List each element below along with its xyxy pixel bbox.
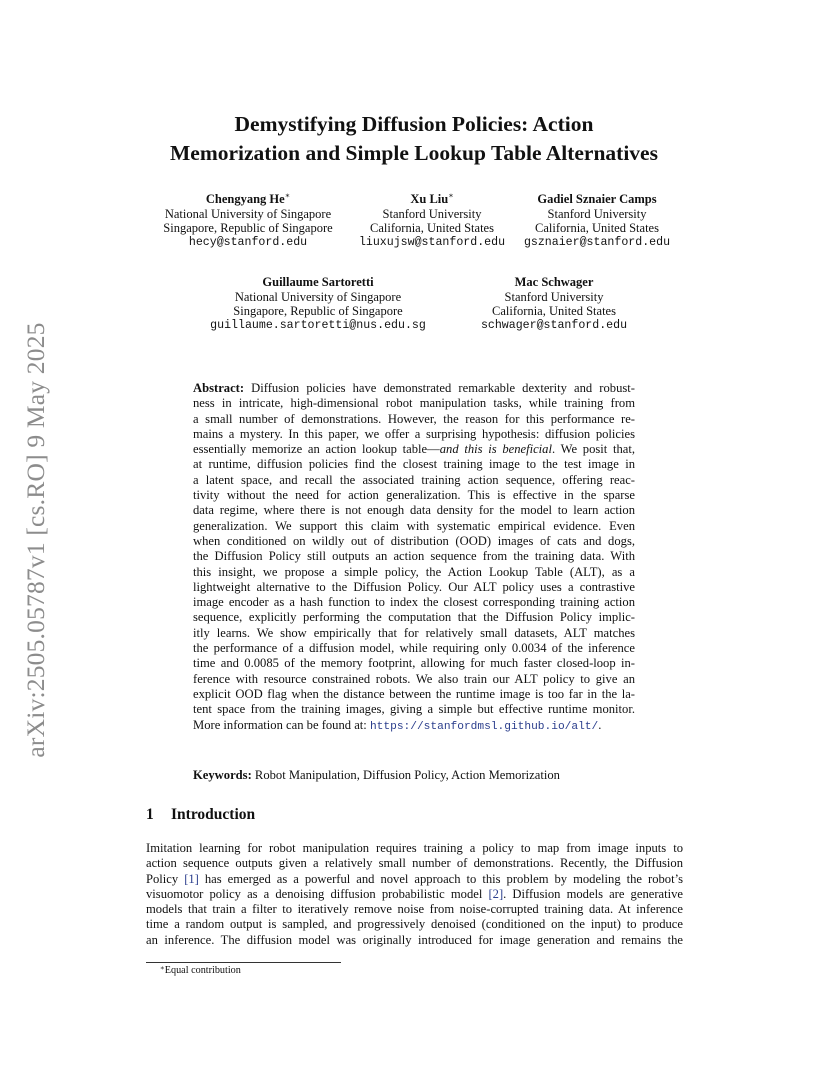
abstract-line: itly learns. We show empirically that for relatively small datasets, ALT matches (193, 625, 635, 640)
author-location: California, United States (370, 221, 494, 236)
author-block (493, 192, 701, 250)
footnote-divider (146, 962, 341, 963)
author-name: Guillaume Sartoretti (262, 275, 374, 289)
body-line: an inference. The diffusion model was originally introduced for image generation and remains the (146, 932, 683, 947)
abstract-line: essentially memorize an action lookup table—and this is beneficial. We posit that, (193, 442, 636, 457)
body-line: time a random output is sampled, and progressively denoised (conditioned on the input) to produce (146, 917, 683, 932)
author-email[interactable]: hecy@stanford.edu (188, 235, 308, 249)
equal-contribution-mark: ∗ (448, 191, 454, 200)
abstract-line: a latent space, and recall the associated training action sequence, offering reac- (193, 472, 635, 487)
citation-link[interactable]: [1] (184, 871, 199, 886)
abstract-line: tivity without the need for action generalization. This is effective in the sparse (193, 488, 635, 503)
abstract-line: lightweight alternative to the Diffusion Policy. Our ALT policy uses a contrastive (193, 579, 635, 594)
abstract-label: Abstract: (193, 381, 245, 395)
author-block (148, 192, 348, 250)
abstract-line: generalization. We support this claim with systematic empirical evidence. Even (193, 518, 635, 533)
body-line: visuomotor policy as a denoising diffusion probabilistic model [2]. Diffusion models are generative (146, 886, 684, 901)
abstract-line: explicit OOD flag when the distance between the runtime image is too far in the la- (193, 686, 635, 701)
title-line-2: Memorization and Simple Lookup Table Alternatives (170, 141, 658, 165)
footnote-mark: ∗ (160, 964, 165, 972)
author-affiliation: National University of Singapore (234, 289, 402, 304)
author-block (198, 275, 438, 333)
author-affiliation: Stanford University (547, 206, 647, 221)
body-line: action sequence outputs given a relatively small number of demonstrations. Recently, the Diffusion (146, 856, 683, 871)
abstract-line: time and 0.0085 of the memory footprint, allowing for much faster closed-loop in- (193, 656, 635, 671)
abstract-line: image encoder as a hash function to index the closest corresponding training action (193, 595, 635, 610)
abstract-line: ference with resource constrained robots. We also train our ALT policy to give an (193, 671, 635, 686)
author-name: Mac Schwager (514, 275, 594, 289)
footnote (160, 965, 241, 977)
citation-link[interactable]: [2] (488, 886, 504, 901)
footnote-text: Equal contribution (164, 965, 241, 976)
emphasis-text: and this is beneficial (439, 442, 552, 457)
project-url-link[interactable]: https://stanfordmsl.github.io/alt/ (369, 720, 599, 733)
section-heading (146, 806, 255, 824)
author-block (458, 275, 650, 333)
author-email[interactable]: liuxujsw@stanford.edu (358, 235, 506, 249)
body-line: Policy [1] has emerged as a powerful and novel approach to this problem by modeling the robot’s (146, 871, 683, 886)
abstract-line: the Diffusion Policy still outputs an action sequence from the training data. With (193, 549, 635, 564)
author-affiliation: National University of Singapore (164, 206, 332, 221)
abstract-line: at runtime, diffusion policies find the closest training image to the test image in (193, 457, 635, 472)
title-line-1: Demystifying Diffusion Policies: Action (234, 112, 594, 136)
arxiv-identifier-stamp: arXiv:2505.05787v1 [cs.RO] 9 May 2025 (21, 322, 50, 758)
abstract-line: data regime, where there is not enough data density for the model to learn action (193, 503, 635, 518)
abstract-line: More information can be found at: https://stanfordmsl.github.io/alt/. (193, 717, 602, 733)
author-email[interactable]: gsznaier@stanford.edu (523, 235, 671, 249)
author-location: California, United States (492, 304, 616, 319)
equal-contribution-mark: ∗ (284, 191, 291, 200)
abstract (193, 381, 635, 733)
author-block (352, 192, 512, 250)
abstract-line: sequence, explicitly performing the computation that the Diffusion Policy implic- (193, 610, 635, 625)
abstract-line: ness in intricate, high-dimensional robot manipulation tasks, while training from (193, 396, 635, 411)
abstract-line: a small number of demonstrations. However, the reason for this performance re- (193, 411, 635, 426)
body-line: models that train a filter to iteratively remove noise from noise-corrupted training data. At inference (146, 902, 683, 917)
body-line: Imitation learning for robot manipulation requires training a policy to map from image inputs to (146, 841, 683, 855)
author-location: California, United States (535, 221, 659, 236)
keywords-label: Keywords: (193, 768, 252, 782)
section-title: Introduction (171, 806, 256, 823)
abstract-line: this insight, we propose a simple policy, the Action Lookup Table (ALT), as a (193, 564, 635, 579)
author-email[interactable]: guillaume.sartoretti@nus.edu.sg (210, 318, 426, 332)
author-location: Singapore, Republic of Singapore (233, 304, 403, 319)
keywords (193, 768, 635, 783)
abstract-line: mains a mystery. In this paper, we offer a surprising hypothesis: diffusion policies (193, 426, 635, 441)
abstract-line: the performance of a diffusion model, while requiring only 0.0034 of the inference (193, 641, 635, 656)
abstract-line: Abstract: Diffusion policies have demonstrated remarkable dexterity and robust- (193, 381, 635, 395)
abstract-line: when conditioned on wildly out of distribution (OOD) images of cats and dogs, (193, 533, 635, 548)
paper-title (100, 110, 728, 168)
abstract-line: tent space from the training images, giving a simple but effective runtime monitor. (193, 702, 635, 717)
author-email[interactable]: schwager@stanford.edu (480, 318, 628, 332)
introduction-body (146, 841, 683, 948)
author-affiliation: Stanford University (504, 289, 604, 304)
author-name: Chengyang He∗ (205, 191, 291, 206)
section-number: 1 (146, 806, 154, 823)
author-name: Xu Liu∗ (410, 191, 454, 206)
author-affiliation: Stanford University (382, 206, 482, 221)
author-location: Singapore, Republic of Singapore (163, 221, 333, 236)
keywords-text: Robot Manipulation, Diffusion Policy, Action Memorization (254, 768, 560, 782)
author-name: Gadiel Sznaier Camps (537, 192, 657, 206)
